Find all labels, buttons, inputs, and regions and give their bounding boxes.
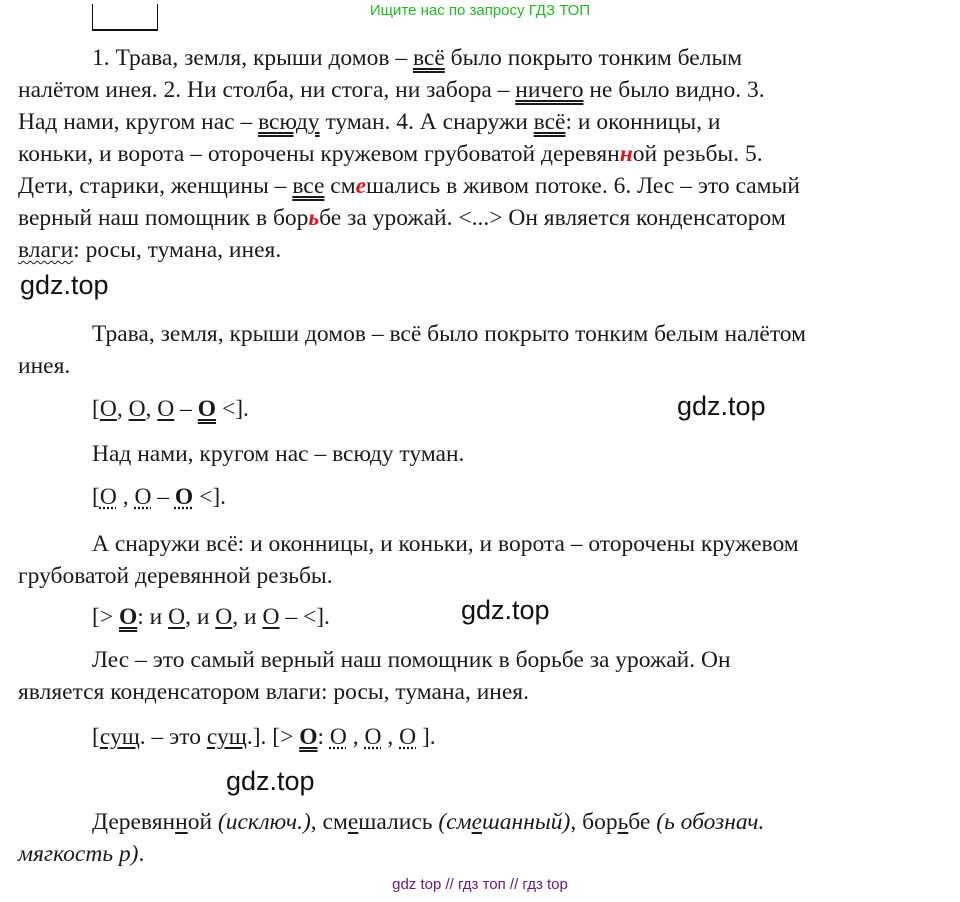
exercise-line-5: Дети, старики, женщины – все смешались в живом потоке. 6. Лес – это самый [18,173,800,199]
exercise-line-7: влаги: росы, тумана, инея. [18,237,282,263]
scheme-4: [сущ. – это сущ.]. [> O: O , O , O ]. [92,724,436,750]
scheme-2: [O , O – O <]. [92,484,227,510]
watermark: gdz.top [461,595,550,625]
analysis-sentence-2: Над нами, кругом нас – всюду туман. [92,441,465,467]
spelling-notes: Деревянной (исключ.), смешались (смешанный), борьбе (ь обознач. [92,809,765,835]
exercise-line-4: коньки, и ворота – оторочены кружевом грубоватой деревянной резьбы. 5. [18,141,763,167]
site-banner[interactable]: Ищите нас по запросу ГДЗ ТОП [369,2,591,19]
exercise-line-3: Над нами, кругом нас – всюду туман. 4. А снаружи всё: и оконницы, и [18,109,721,135]
scheme-1: [O, O, O – O <]. [92,396,249,422]
analysis-sentence-4-cont: является конденсатором влаги: росы, тумана, инея. [18,679,529,705]
exercise-line-6: верный наш помощник в борьбе за урожай. <...> Он является конденсатором [18,205,786,231]
exercise-line-2: налётом инея. 2. Ни столба, ни стога, ни забора – ничего не было видно. 3. [18,77,765,103]
watermark: gdz.top [677,391,766,421]
analysis-sentence-3-cont: грубоватой деревянной резьбы. [18,563,333,589]
scheme-3: [> O: и O, и O, и O – <]. [92,604,330,630]
watermark: gdz.top [20,270,109,300]
analysis-sentence-1: Трава, земля, крыши домов – всё было покрыто тонким белым налётом [92,321,806,347]
watermark: gdz.top [226,766,315,796]
footer-links[interactable]: gdz top // гдз топ // гдз top [392,876,568,893]
spelling-notes-cont: мягкость р). [18,841,145,867]
exercise-number-box [92,4,158,31]
analysis-sentence-1-cont: инея. [18,353,71,379]
analysis-sentence-4: Лес – это самый верный наш помощник в борьбе за урожай. Он [92,647,731,673]
analysis-sentence-3: А снаружи всё: и оконницы, и коньки, и ворота – оторочены кружевом [92,531,799,557]
exercise-line-1: 1. Трава, земля, крыши домов – всё было покрыто тонким белым [92,45,743,71]
